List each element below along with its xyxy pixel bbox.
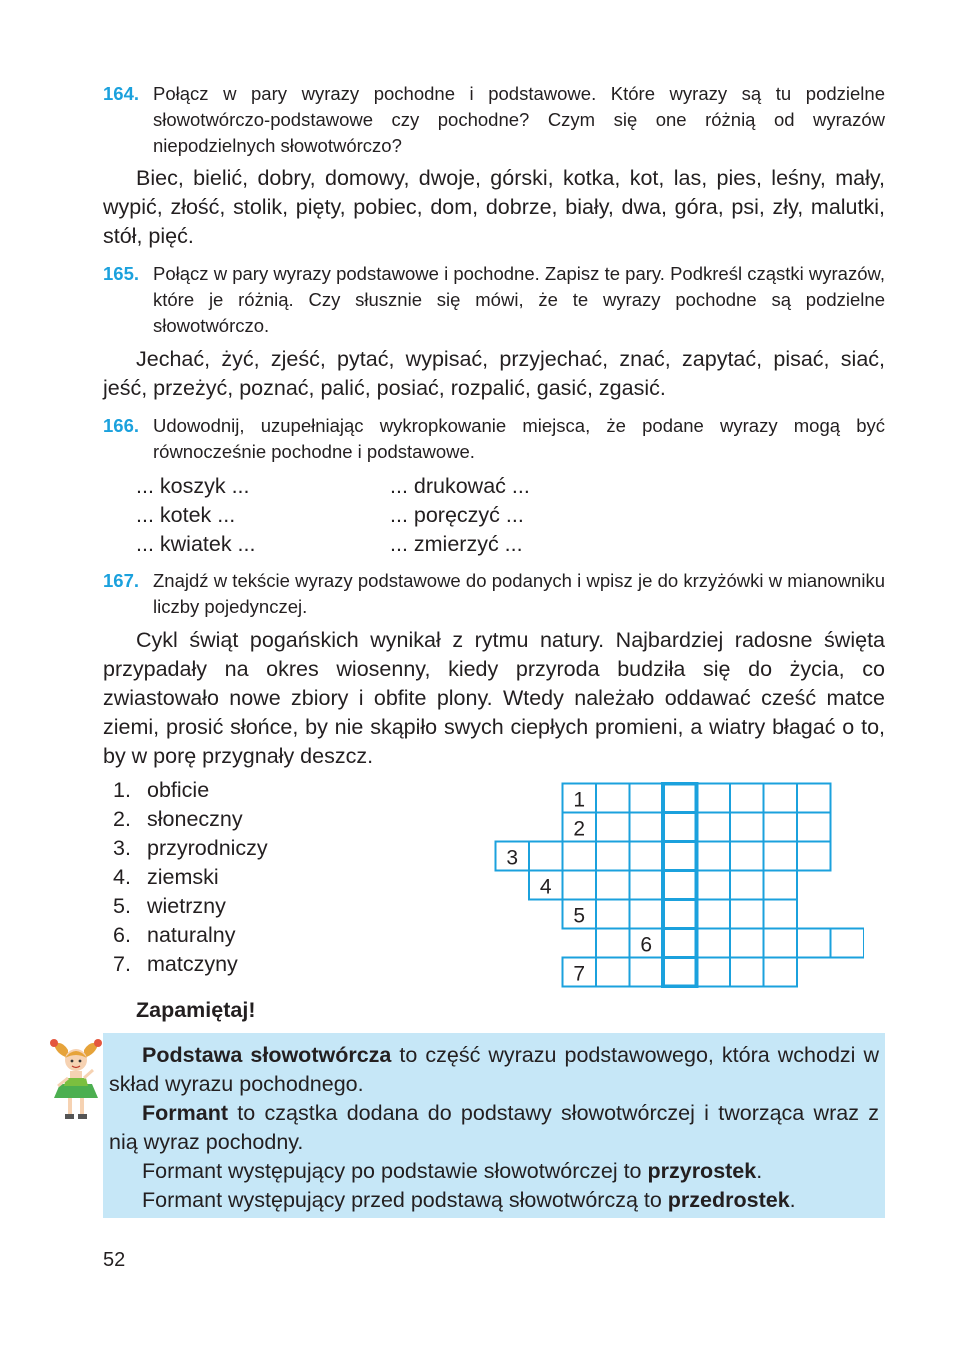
clue-item: 3. przyrodniczy bbox=[113, 836, 268, 860]
crossword-cell[interactable] bbox=[697, 900, 731, 929]
crossword-cell[interactable] bbox=[663, 958, 697, 987]
crossword-cell[interactable] bbox=[630, 871, 664, 900]
crossword-cell[interactable] bbox=[663, 900, 697, 929]
crossword-cell[interactable] bbox=[596, 842, 630, 871]
clue-item: 7. matczyny bbox=[113, 952, 238, 976]
clue-item: 1. obficie bbox=[113, 778, 210, 802]
crossword-cell[interactable] bbox=[529, 842, 563, 871]
crossword-cell[interactable] bbox=[764, 842, 798, 871]
page-number: 52 bbox=[103, 1249, 126, 1271]
crossword-cell[interactable] bbox=[697, 929, 731, 958]
exercise-number: 165. bbox=[103, 263, 140, 284]
crossword-cell[interactable] bbox=[797, 842, 831, 871]
remember-text: Podstawa słowotwórcza to część wyrazu podstawowego, która wchodzi w skład wyrazu pochodnego. Formant to cząstka dodana do podstawy słowotwórczej i tworząca wraz z nią wyraz pochodny. Formant występujący po podstawie słowotwórczej to przyrostek. Formant występujący przed podstawą słowotwórczą to przedrostek. bbox=[109, 1043, 879, 1212]
fill-in-item: ... zmierzyć ... bbox=[390, 532, 523, 556]
crossword-cell[interactable] bbox=[730, 813, 764, 842]
crossword-cell[interactable] bbox=[764, 784, 798, 813]
exercise-number: 167. bbox=[103, 570, 140, 591]
crossword-cell[interactable] bbox=[831, 929, 865, 958]
exercise-instruction: Znajdź w tekście wyrazy podstawowe do podanych i wpisz je do krzyżówki w mianowniku liczby pojedynczej. bbox=[153, 570, 885, 617]
crossword-cell[interactable] bbox=[596, 784, 630, 813]
crossword-cell[interactable] bbox=[697, 871, 731, 900]
exercise-166-instruction bbox=[103, 413, 885, 465]
crossword-cell[interactable] bbox=[764, 958, 798, 987]
crossword-cell[interactable] bbox=[797, 813, 831, 842]
clue-item: 4. ziemski bbox=[113, 865, 219, 889]
reading-text: Cykl świąt pogańskich wynikał z rytmu natury. Najbardziej radosne święta przypadały na okres wiosenny, kiedy przyroda budziła się do życia, co zwiastowało nowe zbiory i obfite plony. Wtedy należało oddawać cześć matce ziemi, prosić słońce, by nie skąpiło swych ciepłych promieni, a wiatry błagać o to, by w porę przygnały deszcz. bbox=[103, 628, 885, 768]
crossword-cell[interactable] bbox=[797, 929, 831, 958]
exercise-165-instruction bbox=[103, 261, 885, 339]
crossword-cell[interactable] bbox=[697, 958, 731, 987]
crossword-cell[interactable] bbox=[663, 813, 697, 842]
term-formant: Formant bbox=[142, 1101, 228, 1125]
girl-mascot-icon bbox=[46, 1034, 106, 1122]
crossword-cell[interactable] bbox=[596, 958, 630, 987]
fill-in-item: ... drukować ... bbox=[390, 474, 530, 498]
clue-item: 2. słoneczny bbox=[113, 807, 243, 831]
term-base: Podstawa słowotwórcza bbox=[142, 1043, 392, 1067]
crossword-cell[interactable] bbox=[697, 813, 731, 842]
crossword-clues bbox=[113, 776, 268, 979]
exercise-167-instruction bbox=[103, 568, 885, 620]
fill-in-right-column bbox=[390, 472, 530, 559]
clue-item: 6. naturalny bbox=[113, 923, 236, 947]
crossword-number: 5 bbox=[573, 904, 586, 928]
crossword-cell[interactable] bbox=[563, 842, 597, 871]
crossword-cell[interactable] bbox=[596, 871, 630, 900]
crossword-cell[interactable] bbox=[730, 929, 764, 958]
crossword-cell[interactable] bbox=[663, 784, 697, 813]
crossword-cell[interactable] bbox=[663, 871, 697, 900]
fill-in-item: ... poręczyć ... bbox=[390, 503, 524, 527]
crossword-cell[interactable] bbox=[663, 929, 697, 958]
word-list: Biec, bielić, dobry, domowy, dwoje, górski, kotka, kot, las, pies, leśny, mały, wypić, złość, stolik, pięty, pobiec, dom, dobrze, biały, dwa, góra, psi, zły, malutki, stół, pięć. bbox=[103, 166, 885, 248]
crossword-cell[interactable] bbox=[730, 871, 764, 900]
crossword-cell[interactable] bbox=[630, 813, 664, 842]
crossword-number: 7 bbox=[573, 962, 586, 986]
crossword-cell[interactable] bbox=[697, 784, 731, 813]
crossword-cell[interactable] bbox=[764, 813, 798, 842]
crossword-cell[interactable] bbox=[630, 900, 664, 929]
exercise-instruction: Połącz w pary wyrazy podstawowe i pochodne. Zapisz te pary. Podkreśl cząstki wyrazów, które je różnią. Czy słusznie się mówi, że te wyrazy pochodne są podzielne słowotwórczo. bbox=[153, 263, 885, 336]
crossword-number: 2 bbox=[573, 817, 586, 841]
fill-in-item: ... koszyk ... bbox=[136, 474, 250, 498]
clue-item: 5. wietrzny bbox=[113, 894, 226, 918]
exercise-number: 164. bbox=[103, 83, 140, 104]
crossword-cell[interactable] bbox=[596, 929, 630, 958]
exercise-instruction: Połącz w pary wyrazy pochodne i podstawowe. Które wyrazy są tu podzielne słowotwórczo-podstawowe czy pochodne? Czym się one różnią od wyrazów niepodzielnych słowotwórczo? bbox=[153, 83, 885, 156]
remember-box bbox=[103, 1033, 885, 1218]
crossword-cell[interactable] bbox=[630, 842, 664, 871]
crossword-cell[interactable] bbox=[764, 871, 798, 900]
crossword-grid[interactable] bbox=[494, 782, 864, 988]
crossword-cell[interactable] bbox=[730, 900, 764, 929]
term-suffix: przyrostek bbox=[647, 1159, 757, 1183]
word-list: Jechać, żyć, zjeść, pytać, wypisać, przyjechać, znać, zapytać, pisać, siać, jeść, przeżyć, poznać, palić, posiać, rozpalić, gasić, zgasić. bbox=[103, 347, 885, 400]
crossword-cell[interactable] bbox=[630, 784, 664, 813]
exercise-164-instruction bbox=[103, 81, 885, 159]
crossword-number: 3 bbox=[506, 846, 519, 870]
crossword-cell[interactable] bbox=[797, 784, 831, 813]
crossword-cell[interactable] bbox=[563, 871, 597, 900]
exercise-167-text bbox=[103, 626, 885, 771]
exercise-164-words bbox=[103, 164, 885, 251]
crossword-number: 6 bbox=[640, 933, 653, 957]
crossword-cell[interactable] bbox=[630, 958, 664, 987]
crossword-cell[interactable] bbox=[730, 958, 764, 987]
remember-heading: Zapamiętaj! bbox=[136, 998, 256, 1022]
crossword-cell[interactable] bbox=[596, 813, 630, 842]
exercise-165-words bbox=[103, 345, 885, 403]
crossword-cell[interactable] bbox=[764, 900, 798, 929]
crossword-cell[interactable] bbox=[730, 842, 764, 871]
term-prefix: przedrostek bbox=[667, 1188, 790, 1212]
fill-in-left-column bbox=[136, 472, 255, 559]
crossword-cell[interactable] bbox=[663, 842, 697, 871]
exercise-instruction: Udowodnij, uzupełniając wykropkowanie miejsca, że podane wyrazy mogą być równocześnie pochodne i podstawowe. bbox=[153, 415, 885, 462]
crossword-cell[interactable] bbox=[730, 784, 764, 813]
crossword-cell[interactable] bbox=[764, 929, 798, 958]
crossword-cell[interactable] bbox=[596, 900, 630, 929]
fill-in-item: ... kwiatek ... bbox=[136, 532, 256, 556]
crossword-number: 1 bbox=[573, 788, 586, 812]
fill-in-item: ... kotek ... bbox=[136, 503, 236, 527]
crossword-cell[interactable] bbox=[697, 842, 731, 871]
exercise-number: 166. bbox=[103, 415, 140, 436]
crossword-number: 4 bbox=[539, 875, 552, 899]
